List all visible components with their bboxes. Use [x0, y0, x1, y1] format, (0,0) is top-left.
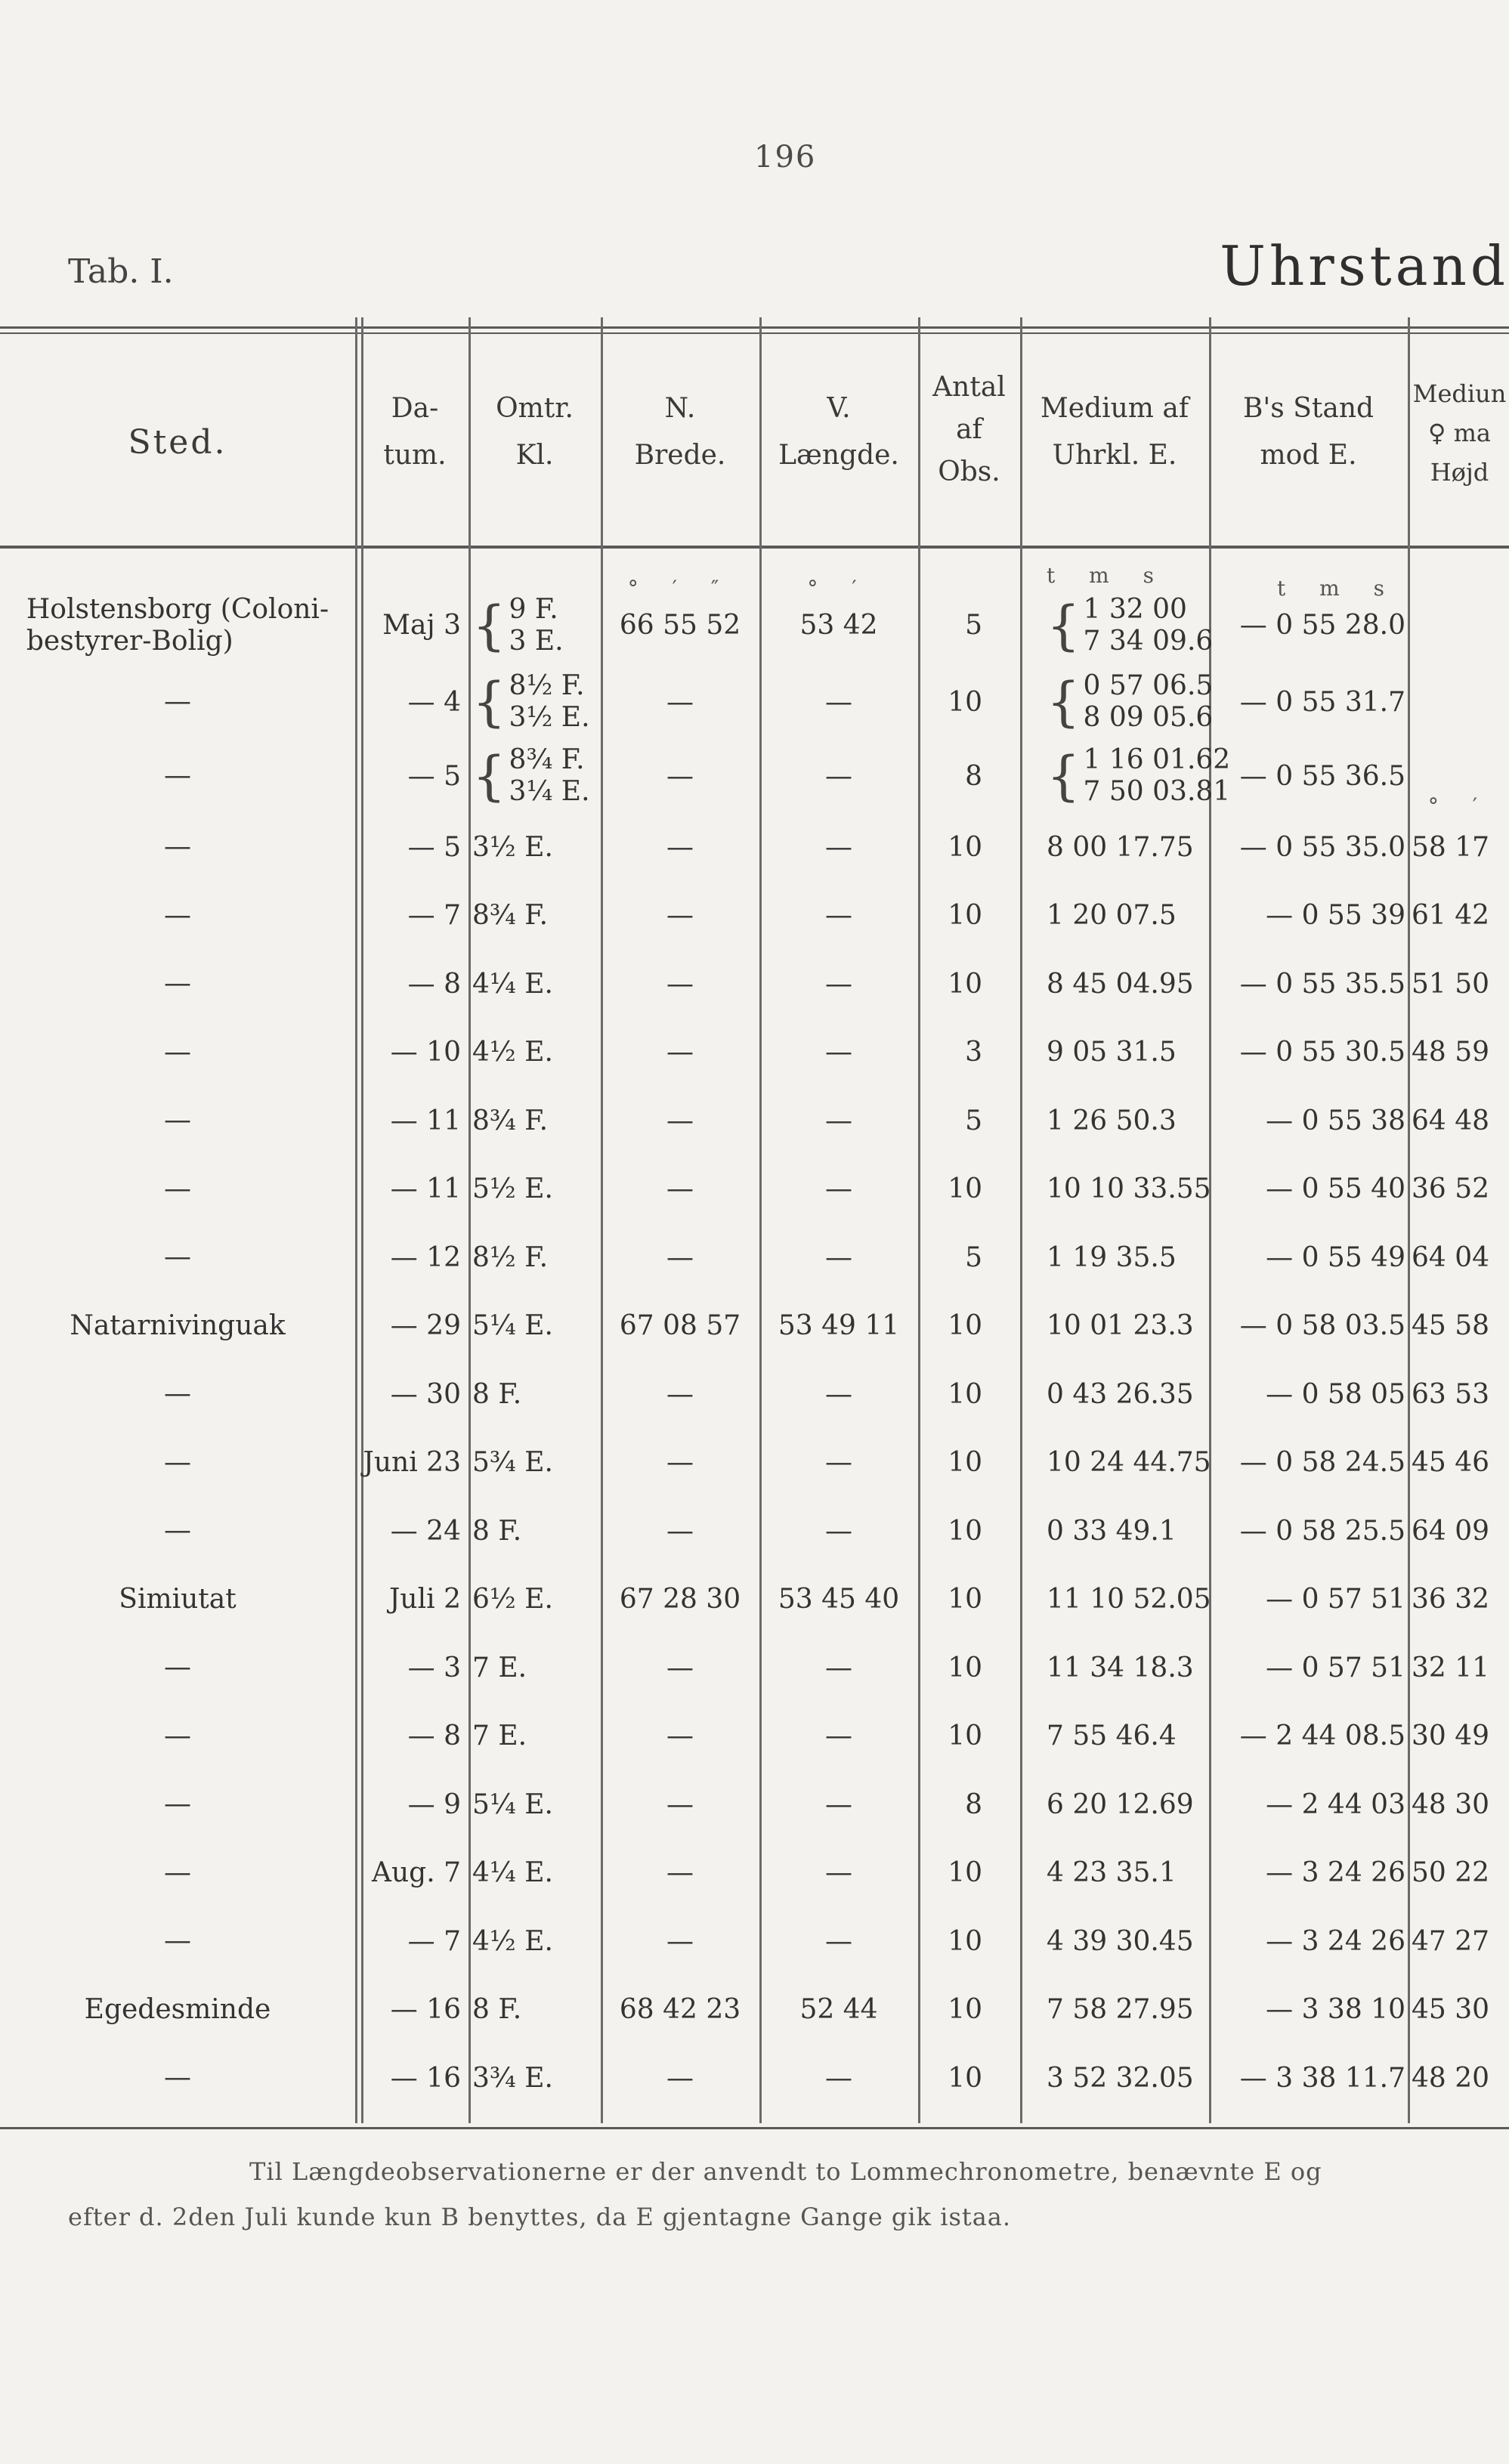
header-b-line1: B's Stand: [1242, 393, 1374, 424]
hojde-cell: 45 46: [1412, 1447, 1490, 1478]
header-lat-line2: Brede.: [634, 440, 726, 471]
place-line2: bestyrer-Bolig): [26, 625, 233, 657]
header-obs-line1: Antal: [932, 372, 1006, 403]
brace-icon: {: [472, 745, 506, 807]
kl-cell: 7 E.: [472, 1652, 527, 1683]
lon-cell: —: [825, 1788, 852, 1820]
medium-cell: 4 39 30.45: [1047, 1925, 1194, 1957]
table-row: [0, 1223, 1509, 1291]
hojde-cell: [1412, 665, 1509, 739]
kl-cell: 6½ E.: [472, 1584, 553, 1615]
place-cell: —: [164, 1173, 191, 1204]
b-stand-cell: — 0 55 40: [1266, 1173, 1405, 1204]
medium-cell: 4 23 35.1: [1047, 1857, 1177, 1888]
hojde-cell: 51 50: [1412, 968, 1490, 1000]
lat-cell: 67 08 57: [619, 1310, 741, 1341]
hojde-cell: 30 49: [1412, 1720, 1490, 1751]
table-row: [0, 2044, 1509, 2112]
kl-line2: 3¼ E.: [509, 776, 590, 807]
kl-cell: 3¾ E.: [472, 2062, 553, 2094]
b-stand-cell: — 0 58 25.5: [1239, 1515, 1405, 1547]
header-lat-line1: N.: [664, 393, 696, 424]
kl-line1: 9 F.: [509, 593, 558, 625]
table-row: [0, 1087, 1509, 1155]
place-cell: —: [164, 831, 191, 862]
lon-cell: —: [825, 1720, 852, 1751]
b-stand-cell: — 3 38 11.7: [1239, 2062, 1405, 2094]
lat-cell: —: [666, 1037, 694, 1068]
obs-cell: 10: [948, 900, 982, 931]
kl-cell: 8¾ F.: [472, 900, 549, 931]
table-row: [0, 1566, 1509, 1634]
kl-cell: 5½ E.: [472, 1173, 553, 1204]
header-hojde: [1410, 374, 1509, 492]
header-lon-line1: V.: [827, 393, 851, 424]
place-cell: —: [164, 1378, 191, 1409]
place-cell: —: [164, 899, 191, 931]
brace-icon: {: [1047, 594, 1081, 657]
header-datum: [361, 385, 468, 479]
lon-cell: —: [825, 1105, 852, 1136]
place-cell: —: [164, 1720, 191, 1751]
hojde-cell: 47 27: [1412, 1925, 1490, 1957]
place-cell: —: [164, 686, 191, 717]
kl-cell: 3½ E.: [472, 831, 553, 863]
table-row: [0, 1976, 1509, 2044]
date-cell: — 29: [390, 1310, 461, 1341]
table-row: [0, 882, 1509, 950]
date-cell: — 8: [407, 968, 461, 1000]
header-lat: [601, 385, 759, 479]
date-cell: Juli 2: [389, 1584, 461, 1615]
hojde-cell: 63 53: [1412, 1378, 1490, 1410]
place-cell: Natarnivinguak: [70, 1309, 286, 1341]
lat-cell: —: [666, 1378, 694, 1410]
kl-cell: [472, 586, 597, 665]
lat-cell: —: [666, 2062, 694, 2094]
lat-cell: —: [666, 1788, 694, 1820]
medium-cell: 10 01 23.3: [1047, 1310, 1194, 1341]
obs-cell: 8: [965, 760, 982, 792]
obs-cell: 10: [948, 686, 982, 718]
lon-cell: —: [825, 968, 852, 1000]
place-cell: Simiutat: [119, 1583, 237, 1615]
lon-cell: 52 44: [799, 1994, 878, 2025]
b-stand-cell: — 0 55 38: [1266, 1105, 1405, 1136]
place-cell: —: [164, 1925, 191, 1956]
unit-h: ° ′: [1427, 793, 1492, 818]
medium-cell: 8 45 04.95: [1047, 968, 1194, 1000]
place-cell: Egedesminde: [84, 1993, 271, 2025]
page-heading: Uhrstand: [1220, 234, 1509, 298]
b-stand-cell: — 0 55 39: [1266, 900, 1405, 931]
hojde-cell: 64 09: [1412, 1515, 1490, 1547]
header-obs: [918, 366, 1020, 493]
medium-cell: 1 26 50.3: [1047, 1105, 1177, 1136]
b-stand-cell: — 0 58 03.5: [1239, 1310, 1405, 1341]
date-cell: — 7: [407, 900, 461, 931]
table-row: [0, 1907, 1509, 1975]
footnote-line1: Til Længdeobservationerne er der anvendt to Lommechronometre, benævnte E og: [249, 2157, 1322, 2186]
lon-cell: —: [825, 1241, 852, 1273]
obs-cell: 10: [948, 1515, 982, 1547]
hojde-cell: 61 42: [1412, 900, 1490, 931]
date-cell: — 8: [407, 1720, 461, 1751]
obs-cell: 8: [965, 1788, 982, 1820]
lat-cell: —: [666, 1105, 694, 1136]
b-stand-cell: — 0 58 05: [1266, 1378, 1405, 1410]
lat-cell: —: [666, 1720, 694, 1751]
medium-cell: 0 43 26.35: [1047, 1378, 1194, 1410]
place-cell: —: [164, 1105, 191, 1136]
lon-cell: —: [825, 2062, 852, 2094]
lon-cell: —: [825, 1925, 852, 1957]
header-kl-line2: Kl.: [515, 440, 554, 471]
lat-cell: —: [666, 1515, 694, 1547]
kl-cell: 7 E.: [472, 1720, 527, 1751]
table-row: [0, 1155, 1509, 1223]
header-lon-line2: Længde.: [778, 440, 899, 471]
hojde-cell: 45 30: [1412, 1994, 1490, 2025]
med-line1: 1 32 00: [1083, 593, 1187, 625]
unit-lon: ° ′: [807, 576, 870, 601]
obs-cell: 10: [948, 1720, 982, 1751]
obs-cell: 10: [948, 1378, 982, 1410]
date-cell: — 16: [390, 2062, 461, 2094]
hojde-cell: 36 52: [1412, 1173, 1490, 1204]
lon-cell: —: [825, 900, 852, 931]
place-cell: —: [164, 1241, 191, 1272]
medium-cell: 7 55 46.4: [1047, 1720, 1177, 1751]
lon-cell: —: [825, 1173, 852, 1204]
date-cell: — 9: [407, 1788, 461, 1820]
med-line1: 0 57 06.5: [1083, 670, 1214, 701]
b-stand-cell: — 0 57 51: [1266, 1584, 1405, 1615]
obs-cell: 10: [948, 1994, 982, 2025]
hojde-cell: 48 20: [1412, 2062, 1490, 2094]
brace-icon: {: [472, 594, 506, 657]
hojde-cell: 58 17: [1412, 831, 1490, 863]
lon-cell: —: [825, 1378, 852, 1410]
table-row: [0, 1702, 1509, 1770]
header-datum-line2: tum.: [383, 440, 447, 471]
lon-cell: —: [825, 1857, 852, 1888]
lat-cell: —: [666, 1925, 694, 1957]
kl-cell: 5¼ E.: [472, 1310, 553, 1341]
b-stand-cell: — 0 55 30.5: [1239, 1037, 1405, 1068]
date-cell: — 16: [390, 1994, 461, 2025]
table-row: [0, 1634, 1509, 1702]
medium-cell: 10 24 44.75: [1047, 1447, 1211, 1478]
table-row: [0, 950, 1509, 1018]
table-row: [0, 1497, 1509, 1565]
table-top-rule: [0, 326, 1509, 329]
kl-cell: 4½ E.: [472, 1925, 553, 1957]
lat-cell: —: [666, 760, 694, 792]
lon-cell: —: [825, 1652, 852, 1683]
date-cell: — 11: [390, 1173, 461, 1204]
lat-cell: —: [666, 1652, 694, 1683]
table-row: [0, 1360, 1509, 1428]
hojde-cell: 32 11: [1412, 1652, 1490, 1683]
table-row: [0, 1839, 1509, 1907]
medium-cell: 1 20 07.5: [1047, 900, 1177, 931]
date-cell: Aug. 7: [371, 1857, 461, 1888]
b-stand-cell: — 2 44 03: [1266, 1788, 1405, 1820]
lat-cell: 67 28 30: [619, 1584, 741, 1615]
place-cell: —: [164, 1652, 191, 1683]
header-obs-line3: Obs.: [938, 456, 1000, 487]
kl-cell: 8 F.: [472, 1994, 522, 2025]
obs-cell: 5: [965, 1241, 982, 1273]
kl-cell: 4½ E.: [472, 1037, 553, 1068]
hojde-cell: [1412, 586, 1509, 665]
hojde-cell: 50 22: [1412, 1857, 1490, 1888]
header-b-line2: mod E.: [1260, 440, 1357, 471]
medium-cell: [1047, 739, 1231, 813]
place-cell: —: [164, 760, 191, 791]
brace-icon: {: [1047, 745, 1081, 807]
medium-cell: [1047, 665, 1214, 739]
medium-cell: 10 10 33.55: [1047, 1173, 1211, 1204]
lat-cell: —: [666, 968, 694, 1000]
medium-cell: 11 34 18.3: [1047, 1652, 1194, 1683]
obs-cell: 10: [948, 1584, 982, 1615]
obs-cell: 10: [948, 1652, 982, 1683]
lon-cell: —: [825, 760, 852, 792]
place-cell: —: [164, 1446, 191, 1478]
date-cell: — 11: [390, 1105, 461, 1136]
header-hojde-line3: Højd: [1430, 458, 1489, 487]
header-medium: [1020, 385, 1209, 479]
header-kl: [468, 385, 601, 479]
date-cell: — 7: [407, 1925, 461, 1957]
place-cell: —: [164, 1788, 191, 1819]
kl-cell: 8 F.: [472, 1515, 522, 1547]
medium-cell: 6 20 12.69: [1047, 1788, 1194, 1820]
medium-cell: 3 52 32.05: [1047, 2062, 1194, 2094]
table-row: [0, 1770, 1509, 1838]
obs-cell: 10: [948, 1857, 982, 1888]
kl-cell: 5¼ E.: [472, 1788, 553, 1820]
table-row: [0, 1292, 1509, 1360]
date-cell: — 4: [407, 686, 461, 718]
header-bottom-rule: [0, 546, 1509, 549]
unit-b: t m s: [1277, 576, 1398, 601]
header-hojde-line1: Mediun: [1412, 379, 1507, 408]
kl-cell: 4¼ E.: [472, 968, 553, 1000]
kl-line2: 3½ E.: [509, 702, 590, 733]
lon-cell: 53 45 40: [778, 1584, 900, 1615]
date-cell: Maj 3: [382, 610, 461, 641]
b-stand-cell: — 0 55 35.0: [1239, 831, 1405, 863]
med-line2: 8 09 05.6: [1083, 702, 1214, 733]
b-stand-cell: — 2 44 08.5: [1239, 1720, 1405, 1751]
header-kl-line1: Omtr.: [496, 393, 574, 424]
b-stand-cell: — 3 24 26: [1266, 1857, 1405, 1888]
obs-cell: 3: [965, 1037, 982, 1068]
table-bottom-rule: [0, 2127, 1509, 2129]
kl-cell: 8½ F.: [472, 1241, 549, 1273]
header-medium-line1: Medium af: [1040, 393, 1189, 424]
b-stand-cell: — 0 57 51: [1266, 1652, 1405, 1683]
hojde-cell: 48 30: [1412, 1788, 1490, 1820]
lon-cell: —: [825, 831, 852, 863]
footnote-line2: efter d. 2den Juli kunde kun B benyttes, da E gjentagne Gange gik istaa.: [68, 2203, 1012, 2231]
table-top-rule-2: [0, 332, 1509, 334]
kl-line1: 8½ F.: [509, 670, 585, 701]
lon-cell: —: [825, 1037, 852, 1068]
medium-cell: 8 00 17.75: [1047, 831, 1194, 863]
header-sted: Sted.: [128, 423, 227, 462]
b-stand-cell: — 3 38 10: [1266, 1994, 1405, 2025]
b-stand-cell: — 0 58 24.5: [1239, 1447, 1405, 1478]
table-row: [0, 586, 1509, 665]
unit-lat: ° ′ ″: [627, 576, 733, 601]
unit-med: t m s: [1047, 563, 1167, 588]
kl-cell: 8¾ F.: [472, 1105, 549, 1136]
place-cell: —: [164, 1036, 191, 1068]
medium-cell: 7 58 27.95: [1047, 1994, 1194, 2025]
kl-cell: [472, 665, 597, 739]
table-row: [0, 1429, 1509, 1497]
med-line1: 1 16 01.62: [1083, 744, 1231, 775]
b-stand-cell: — 0 55 35.5: [1239, 968, 1405, 1000]
header-b-stand: [1209, 385, 1408, 479]
b-stand-cell: — 3 24 26: [1266, 1925, 1405, 1957]
kl-line1: 8¾ F.: [509, 744, 585, 775]
medium-cell: [1047, 586, 1214, 665]
kl-cell: 4¼ E.: [472, 1857, 553, 1888]
date-cell: Juni 23: [363, 1447, 461, 1478]
lat-cell: —: [666, 1447, 694, 1478]
obs-cell: 10: [948, 2062, 982, 2094]
lon-cell: 53 49 11: [778, 1310, 900, 1341]
b-stand-cell: — 0 55 28.0: [1239, 610, 1405, 641]
hojde-cell: 45 58: [1412, 1310, 1490, 1341]
date-cell: — 5: [407, 760, 461, 792]
hojde-cell: [1412, 739, 1509, 813]
place-cell: —: [164, 2062, 191, 2093]
lon-cell: —: [825, 1515, 852, 1547]
obs-cell: 10: [948, 1925, 982, 1957]
date-cell: — 24: [390, 1515, 461, 1547]
kl-cell: 5¾ E.: [472, 1447, 553, 1478]
lat-cell: —: [666, 1173, 694, 1204]
place-cell: —: [164, 1857, 191, 1888]
kl-line2: 3 E.: [509, 625, 564, 657]
medium-cell: 0 33 49.1: [1047, 1515, 1177, 1547]
lat-cell: 68 42 23: [619, 1994, 741, 2025]
lat-cell: —: [666, 1857, 694, 1888]
header-lon: [759, 385, 918, 479]
medium-cell: 9 05 31.5: [1047, 1037, 1177, 1068]
medium-cell: 11 10 52.05: [1047, 1584, 1211, 1615]
obs-cell: 10: [948, 1310, 982, 1341]
header-datum-line1: Da-: [391, 393, 439, 424]
lon-cell: 53 42: [799, 610, 878, 641]
b-stand-cell: — 0 55 31.7: [1239, 686, 1405, 718]
header-hojde-line2: ♀ ma: [1428, 419, 1491, 447]
place-line1: Holstensborg (Coloni-: [26, 593, 329, 625]
obs-cell: 5: [965, 1105, 982, 1136]
hojde-cell: 36 32: [1412, 1584, 1490, 1615]
hojde-cell: 64 04: [1412, 1241, 1490, 1273]
place-cell: —: [164, 968, 191, 999]
table-label: Tab. I.: [68, 252, 174, 291]
obs-cell: 10: [948, 831, 982, 863]
obs-cell: 10: [948, 968, 982, 1000]
place-cell: [0, 586, 355, 665]
kl-cell: [472, 739, 597, 813]
lat-cell: —: [666, 900, 694, 931]
table-row: [0, 665, 1509, 739]
lon-cell: —: [825, 686, 852, 718]
date-cell: — 30: [390, 1378, 461, 1410]
hojde-cell: 64 48: [1412, 1105, 1490, 1136]
place-cell: —: [164, 1515, 191, 1546]
table-row: [0, 813, 1509, 881]
kl-cell: 8 F.: [472, 1378, 522, 1410]
header-obs-line2: af: [956, 414, 982, 445]
table-row: [0, 739, 1509, 813]
date-cell: — 12: [390, 1241, 461, 1273]
header-medium-line2: Uhrkl. E.: [1052, 440, 1177, 471]
obs-cell: 10: [948, 1447, 982, 1478]
date-cell: — 3: [407, 1652, 461, 1683]
page-number: 196: [754, 140, 817, 175]
lat-cell: —: [666, 686, 694, 718]
brace-icon: {: [1047, 671, 1081, 733]
table-row: [0, 1019, 1509, 1087]
b-stand-cell: — 0 55 49: [1266, 1241, 1405, 1273]
obs-cell: 10: [948, 1173, 982, 1204]
b-stand-cell: — 0 55 36.5: [1239, 760, 1405, 792]
lat-cell: 66 55 52: [619, 610, 741, 641]
obs-cell: 5: [965, 610, 982, 641]
hojde-cell: 48 59: [1412, 1037, 1490, 1068]
date-cell: — 10: [390, 1037, 461, 1068]
brace-icon: {: [472, 671, 506, 733]
med-line2: 7 34 09.6: [1083, 625, 1214, 657]
medium-cell: 1 19 35.5: [1047, 1241, 1177, 1273]
med-line2: 7 50 03.81: [1083, 776, 1231, 807]
date-cell: — 5: [407, 831, 461, 863]
lat-cell: —: [666, 1241, 694, 1273]
lon-cell: —: [825, 1447, 852, 1478]
lat-cell: —: [666, 831, 694, 863]
